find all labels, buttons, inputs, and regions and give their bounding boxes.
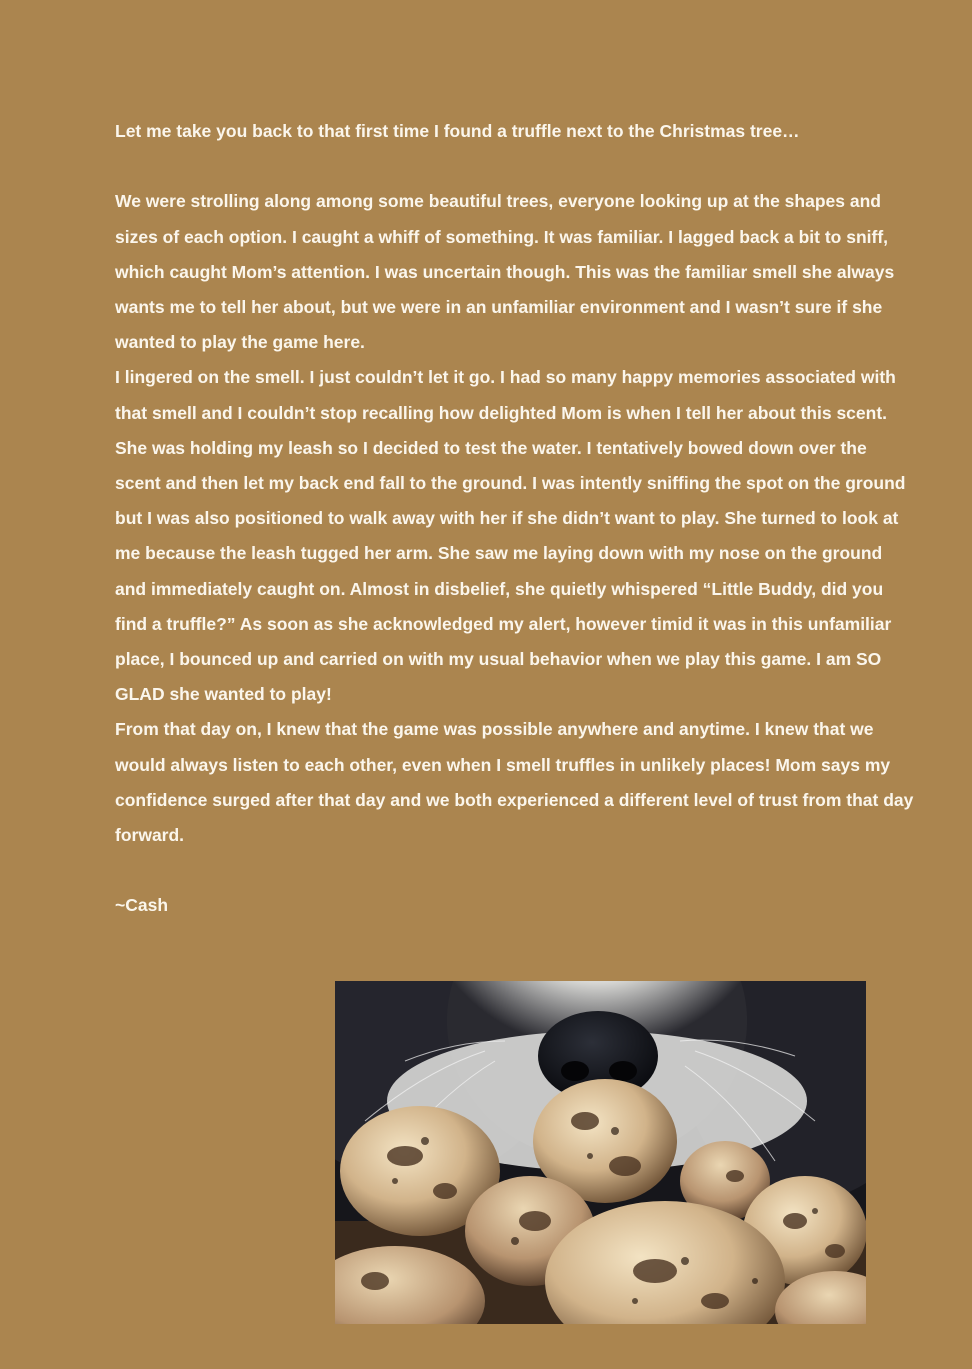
- story-intro: Let me take you back to that first time I found a truffle next to the Christmas tree…: [115, 121, 800, 141]
- story-paragraph-4: From that day on, I knew that the game was possible anywhere and anytime. I knew that we would always listen to each other, even when I smell truffles in unlikely places! Mom says my confidence surged after that day and we both experienced a different level of trust from that day forward.: [115, 719, 914, 846]
- story-signature: ~Cash: [115, 895, 169, 916]
- paragraph-spacer: [115, 149, 915, 184]
- story-text: [115, 114, 915, 924]
- story-paragraph-2: I lingered on the smell. I just couldn’t let it go. I had so many happy memories associated with that smell and I couldn’t stop recalling how delighted Mom is when I tell her about this scent.: [115, 367, 896, 423]
- dog-sniffing-truffles-photo: [335, 981, 866, 1324]
- paragraph-spacer: [115, 853, 915, 888]
- story-paragraph-1: We were strolling along among some beautiful trees, everyone looking up at the shapes and sizes of each option. I caught a whiff of something. It was familiar. I lagged back a bit to sniff, which caught Mom’s attention. I was uncertain though. This was the familiar smell she always wants me to tell her about, but we were in an unfamiliar environment and I wasn’t sure if she wanted to play the game here.: [115, 191, 895, 353]
- story-paragraph-3: She was holding my leash so I decided to test the water. I tentatively bowed down over the scent and then let my back end fall to the ground. I was intently sniffing the spot on the ground but I was also positioned to walk away with her if she didn’t want to play. She turned to look at me because the leash tugged her arm. She saw me laying down with my nose on the ground and immediately caught on. Almost in disbelief, she quietly whispered “Little Buddy, did you find a truffle?” As soon as she acknowledged my alert, however timid it was in this unfamiliar place, I bounced up and carried on with my usual behavior when we play this game. I am SO GLAD she wanted to play!: [115, 437, 906, 705]
